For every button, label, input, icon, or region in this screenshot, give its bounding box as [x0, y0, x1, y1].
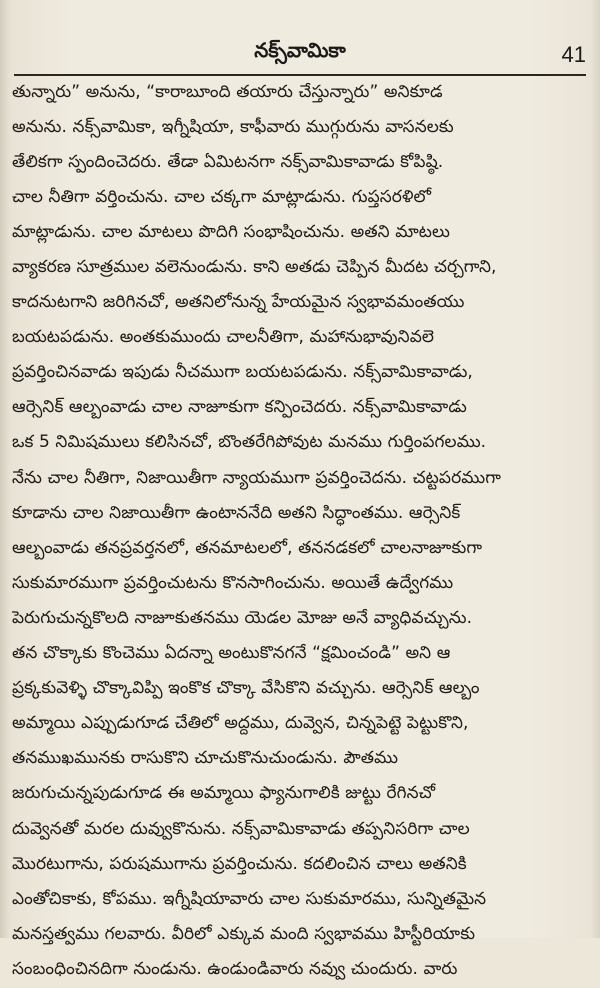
text-line: తన చొక్కాకు కొంచెము ఏదన్నా అంటుకొనగనే “క్షమించండి” అని ఆ [12, 643, 451, 664]
text-line: తున్నారు” అనును, “కారాబూంది తయారు చేస్తున్నారు” అనికూడ [12, 81, 443, 102]
text-line: బయటపడును. అంతకుముందు చాలనీతిగా, మహానుభావునివలె [12, 327, 435, 348]
text-line: అనును. నక్స్‌వామికా, ఇగ్నీషియా, కాఫీవారు ముగ్గురును వాసనలకు [12, 116, 454, 137]
text-line: వ్యాకరణ సూత్రముల వలెనుండును. కాని అతడు చెప్పిన మీదట చర్చగాని, [12, 257, 497, 278]
text-line: ఎంతోచికాకు, కోపము. ఇగ్నీషియావారు చాల సుకుమారము, సున్నితమైన [12, 888, 487, 909]
text-line: సుకుమారముగా ప్రవర్తించుటను కొనసాగించును. అయితే ఉద్వేగము [12, 572, 454, 593]
body-text [12, 76, 588, 979]
page-right-shadow [590, 0, 600, 938]
text-line: చాల నీతిగా వర్తించును. చాల చక్కగా మాట్లాడును. గుప్తసరళిలో [12, 186, 432, 207]
text-line: జరుగుచున్నపుడుగూడ ఈ అమ్మాయి ఫ్యానుగాలికి జుట్టు రేగినచో [12, 783, 436, 804]
text-line: కూడాను చాల నిజాయితీగా ఉంటాననేది అతని సిద్ధాంతము. ఆర్సెనిక్ [12, 502, 461, 523]
page-number: 41 [561, 42, 586, 67]
text-line: మొరటుగాను, పరుషముగాను ప్రవర్తించును. కదలించిన చాలు అతనికి [12, 853, 467, 874]
text-line: సంబంధించినదిగా నుండును. ఉండుండివారు నవ్వు చుందురు. వారు [12, 958, 458, 979]
text-line: ప్రవర్తించినవాడు ఇపుడు నీచముగా బయటపడును. నక్స్‌వామికావాడు, [12, 362, 473, 383]
text-line: మనస్తత్వము గలవారు. వీరిలో ఎక్కువ మంది స్వభావము హిస్టీరియాకు [12, 923, 476, 944]
text-line: ఒక 5 నిమిషములు కలిసినచో, బొంతరేగిపోవుట మనము గుర్తింపగలము. [12, 432, 487, 453]
text-line: పెరుగుచున్నకొలది నాజూకుతనము యెడల మోజు అనే వ్యాధివచ్చును. [12, 607, 473, 628]
page-header [14, 34, 586, 76]
text-line: నేను చాల నీతిగా, నిజాయితీగా న్యాయముగా ప్రవర్తించెదను. చట్టపరముగా [12, 467, 501, 488]
text-line: అమ్మాయి ఎప్పుడుగూడ చేతిలో అద్దము, దువ్వెన, చిన్నపెట్టె పెట్టుకొని, [12, 713, 469, 734]
text-line: కాదనుటగాని జరిగినచో, అతనిలోనున్న హేయమైన స్వభావమంతయు [12, 292, 465, 313]
text-line: మాట్లాడును. చాల మాటలు పొదిగి సంభాషించును. అతని మాటలు [12, 221, 451, 242]
page-left-shadow [0, 0, 10, 938]
running-title: నక్స్‌వామికా [254, 38, 346, 62]
text-line: ఆర్సెనిక్ ఆల్బంవాడు చాల నాజూకుగా కన్పించెదరు. నక్స్‌వామికావాడు [12, 397, 467, 418]
text-line: తేలికగా స్పందించెదరు. తేడా ఏమిటనగా నక్స్‌వామికావాడు కోపిష్ఠి. [12, 151, 444, 172]
text-line: తనముఖమునకు రాసుకొని చూచుకొనుచుండును. పౌతము [12, 748, 399, 769]
text-line: ఆల్బంవాడు తనప్రవర్తనలో, తనమాటలలో, తననడకలో చాలనాజూకుగా [12, 537, 483, 558]
text-line: ప్రక్కకువెళ్ళి చొక్కావిప్పి ఇంకొక చొక్కా వేసికొని వచ్చును. ఆర్సెనిక్ ఆల్బం [12, 678, 480, 699]
text-line: దువ్వెనతో మరల దువ్వుకొనును. నక్స్‌వామికావాడు తప్పనిసరిగా చాల [12, 818, 470, 839]
